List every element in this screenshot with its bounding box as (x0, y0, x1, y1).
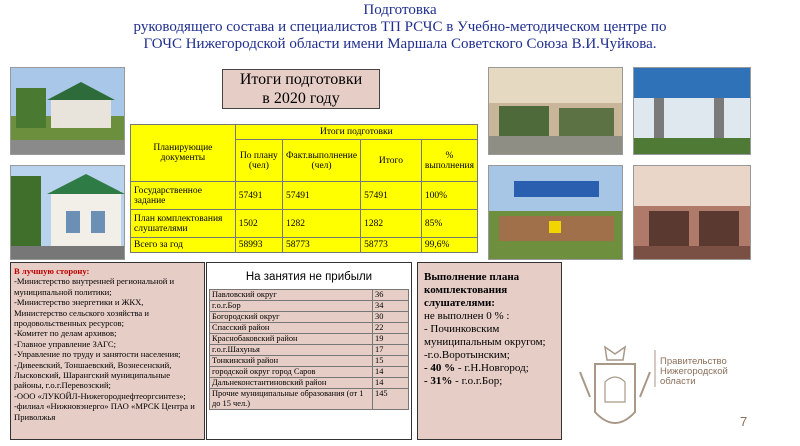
absent-count: 36 (373, 290, 409, 301)
summary-line-1: Итоги подготовки (239, 71, 363, 88)
absent-count: 22 (373, 323, 409, 334)
best-side-line: -Главное управление ЗАГС; (14, 338, 117, 349)
government-line-1: Правительство (660, 356, 727, 367)
table-row (210, 356, 409, 367)
absent-name: Павловский округ (210, 290, 373, 301)
best-side-line: -Министерство внутренней региональной и муниципальной политики; (14, 276, 175, 297)
page-number: 7 (740, 414, 748, 429)
col-by-plan: По плану (чел) (235, 140, 282, 182)
row-total: 57491 (361, 182, 422, 210)
photo-museum-entrance (633, 67, 751, 155)
table-row (210, 312, 409, 323)
title-line-1: Подготовка (363, 2, 437, 18)
row-percent: 100% (421, 182, 477, 210)
absent-name: Дальнеконстантиновский район (210, 378, 373, 389)
absent-table (209, 289, 409, 410)
plan-line-4-pct: - 40 % (424, 362, 456, 374)
absent-count: 19 (373, 334, 409, 345)
row-plan: 57491 (235, 182, 282, 210)
absent-name: г.о.г.Бор (210, 301, 373, 312)
row-actual: 1282 (283, 210, 361, 238)
best-side-line: -филиал «Нижновэнерго» ПАО «МРСК Центра и Приволжья (14, 401, 195, 422)
absent-count: 14 (373, 378, 409, 389)
absent-count: 34 (373, 301, 409, 312)
best-side-panel (10, 262, 205, 440)
photo-building-left-bottom (10, 165, 125, 260)
best-side-line: Министерство сельского хозяйства и продовольственных ресурсов; (14, 307, 149, 329)
plan-fulfillment-panel (417, 262, 562, 440)
absent-count: 14 (373, 367, 409, 378)
absent-heading: На занятия не прибыли (245, 271, 373, 283)
row-plan: 1502 (235, 210, 282, 238)
col-group-results: Итоги подготовки (235, 125, 477, 140)
col-percent: % выполнения (421, 140, 477, 182)
absent-name: Тонкинский район (210, 356, 373, 367)
photo-military-vehicles (488, 67, 623, 155)
row-total: 58773 (361, 238, 422, 253)
absent-name: Богородский округ (210, 312, 373, 323)
absent-name: Спасский район (210, 323, 373, 334)
slide-title (120, 2, 680, 53)
plan-line-5-pct: - 31% (424, 375, 453, 387)
plan-line-4 (424, 362, 555, 375)
table-row (131, 238, 478, 253)
absent-name: Прочие муниципальные образования (от 1 до 15 чел.) (210, 389, 373, 410)
row-doc: Государственное задание (131, 182, 236, 210)
plan-line-4-rest: - г.Н.Новгород; (455, 362, 529, 374)
row-plan: 58993 (235, 238, 282, 253)
best-side-line: -Министерство энергетики и ЖКХ, (14, 297, 144, 308)
absent-name: городской округ город Саров (210, 367, 373, 378)
plan-line-5-rest: - г.о.г.Бор; (452, 375, 503, 387)
plan-line-1: не выполнен 0 % : (424, 310, 510, 322)
best-side-heading: В лучшую сторону: (14, 266, 90, 276)
plan-line-3: -г.о.Воротынским; (424, 349, 510, 361)
photo-training-ground (488, 165, 623, 260)
absent-count: 15 (373, 356, 409, 367)
government-line-3: области (660, 376, 696, 387)
best-side-line: -Управление по труду и занятости населения; (14, 349, 181, 360)
absent-count: 30 (373, 312, 409, 323)
government-line-2: Нижегородской (660, 366, 728, 377)
row-percent: 99,6% (421, 238, 477, 253)
table-row (210, 290, 409, 301)
coat-of-arms-icon (580, 347, 650, 423)
table-row (210, 345, 409, 356)
absent-panel (206, 262, 412, 440)
row-doc: Всего за год (131, 238, 236, 253)
government-name (660, 357, 728, 387)
row-percent: 85% (421, 210, 477, 238)
best-side-line: -ООО «ЛУКОЙЛ-Нижегороднефтеоргсинтез»; (14, 390, 186, 401)
results-header-row (131, 125, 478, 140)
table-row (210, 334, 409, 345)
table-row (210, 389, 409, 410)
table-row (210, 378, 409, 389)
table-row (131, 210, 478, 238)
table-row (131, 182, 478, 210)
absent-name: Краснобаковский район (210, 334, 373, 345)
col-actual: Факт.выполнение (чел) (283, 140, 361, 182)
table-row (210, 323, 409, 334)
col-total: Итого (361, 140, 422, 182)
absent-count: 145 (373, 389, 409, 410)
summary-title-box (222, 69, 380, 109)
plan-line-2: - Починковским муниципальным округом; (424, 323, 546, 348)
summary-line-2: в 2020 году (262, 90, 340, 107)
table-row (210, 367, 409, 378)
col-planned-docs: Планирующие документы (131, 125, 236, 182)
plan-line-5 (424, 375, 555, 388)
row-actual: 57491 (283, 182, 361, 210)
photo-classroom (633, 165, 751, 260)
best-side-line: -Комитет по делам архивов; (14, 328, 117, 339)
table-row (210, 301, 409, 312)
photo-building-left-top (10, 67, 125, 155)
plan-heading: Выполнение плана комплектования слушателями: (424, 271, 520, 309)
title-line-2: руководящего состава и специалистов ТП РСЧС в Учебно-методическом центре по (133, 19, 667, 35)
results-table (130, 124, 478, 253)
absent-name: г.о.г.Шахунья (210, 345, 373, 356)
row-doc: План комплектования слушателями (131, 210, 236, 238)
title-line-3: ГОЧС Нижегородской области имени Маршала Советского Союза В.И.Чуйкова. (143, 36, 657, 52)
row-actual: 58773 (283, 238, 361, 253)
absent-count: 17 (373, 345, 409, 356)
row-total: 1282 (361, 210, 422, 238)
best-side-line: -Дивеевский, Тоншаевский, Вознесенский, Лысковский, Шарангский муниципальные районы, г.о.г.Перевозский; (14, 359, 172, 391)
